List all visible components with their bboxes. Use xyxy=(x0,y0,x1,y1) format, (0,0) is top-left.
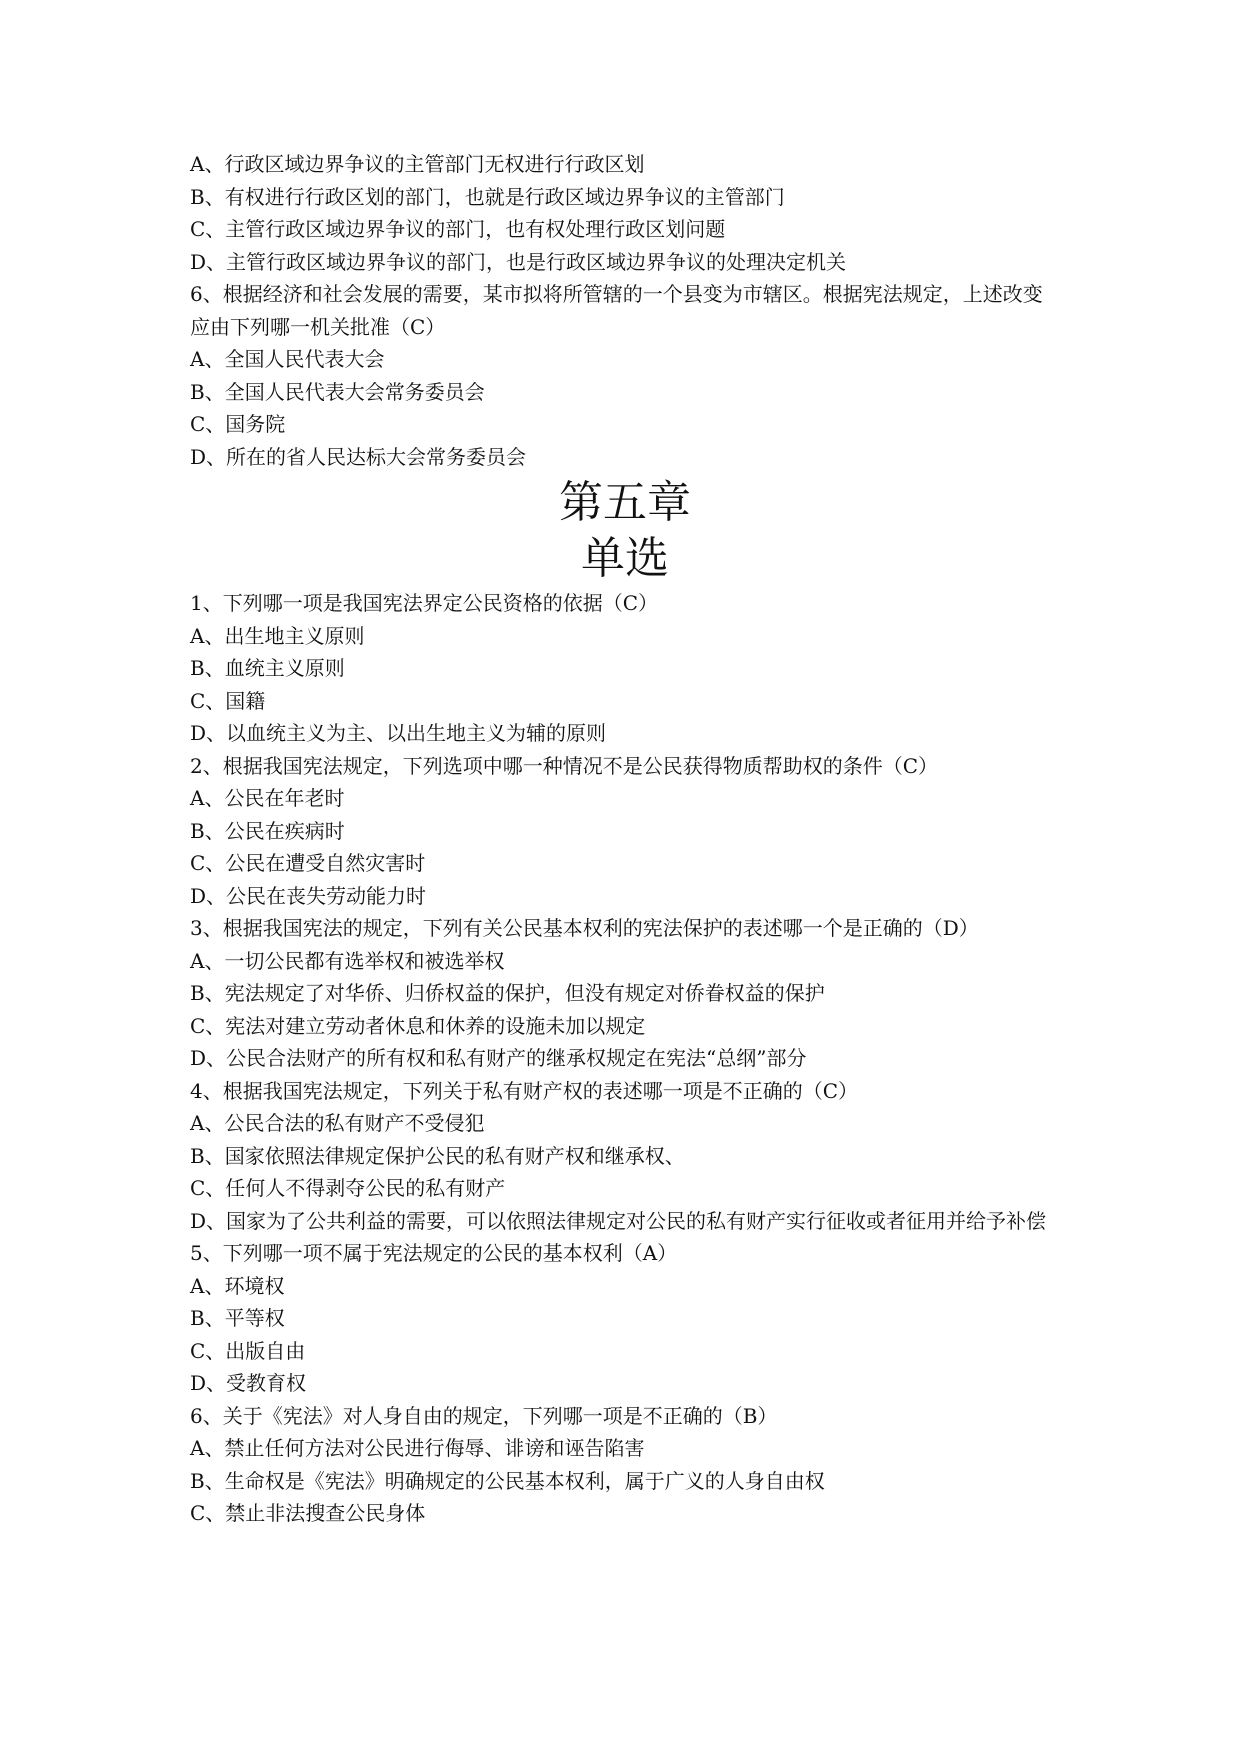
question-stem: 6、关于《宪法》对人身自由的规定，下列哪一项是不正确的（B） xyxy=(190,1403,778,1428)
option-line: C、主管行政区域边界争议的部门，也有权处理行政区划问题 xyxy=(190,217,726,241)
option-line: B、生命权是《宪法》明确规定的公民基本权利，属于广义的人身自由权 xyxy=(190,1468,825,1493)
option-line: C、任何人不得剥夺公民的私有财产 xyxy=(190,1176,506,1200)
option-line: C、国籍 xyxy=(190,688,266,713)
option-line: A、一切公民都有选举权和被选举权 xyxy=(190,948,505,973)
option-line: D、以血统主义为主、以出生地主义为辅的原则 xyxy=(190,721,607,745)
option-line: B、全国人民代表大会常务委员会 xyxy=(190,379,485,404)
section-title: 单选 xyxy=(581,533,669,584)
option-line: D、国家为了公共利益的需要，可以依照法律规定对公民的私有财产实行征收或者征用并给予补偿 xyxy=(190,1208,1047,1233)
document-page xyxy=(190,148,1060,1530)
option-line: C、公民在遭受自然灾害时 xyxy=(190,851,426,875)
question-stem: 6、根据经济和社会发展的需要，某市拟将所管辖的一个县变为市辖区。根据宪法规定，上述改变应由下列哪一机关批准（C） xyxy=(190,282,1043,339)
option-line: D、所在的省人民达标大会常务委员会 xyxy=(190,444,527,469)
chapter-title: 第五章 xyxy=(559,477,691,528)
option-line: A、禁止任何方法对公民进行侮辱、诽谤和诬告陷害 xyxy=(190,1436,645,1460)
option-line: D、主管行政区域边界争议的部门，也是行政区域边界争议的处理决定机关 xyxy=(190,249,847,274)
question-stem: 4、根据我国宪法规定，下列关于私有财产权的表述哪一项是不正确的（C） xyxy=(190,1078,859,1103)
option-line: B、公民在疾病时 xyxy=(190,818,345,843)
option-line: C、宪法对建立劳动者休息和休养的设施未加以规定 xyxy=(190,1013,646,1038)
option-line: D、公民在丧失劳动能力时 xyxy=(190,883,427,908)
question-stem: 1、下列哪一项是我国宪法界定公民资格的依据（C） xyxy=(190,591,659,615)
option-line: B、宪法规定了对华侨、归侨权益的保护，但没有规定对侨眷权益的保护 xyxy=(190,981,825,1005)
option-line: A、公民合法的私有财产不受侵犯 xyxy=(190,1111,485,1135)
option-line: B、血统主义原则 xyxy=(190,656,345,680)
option-line: A、环境权 xyxy=(190,1273,285,1298)
option-line: A、行政区域边界争议的主管部门无权进行行政区划 xyxy=(190,152,645,176)
question-stem: 2、根据我国宪法规定，下列选项中哪一种情况不是公民获得物质帮助权的条件（C） xyxy=(190,753,939,778)
option-line: D、受教育权 xyxy=(190,1371,307,1395)
option-line: B、有权进行行政区划的部门，也就是行政区域边界争议的主管部门 xyxy=(190,184,785,209)
option-line: C、国务院 xyxy=(190,412,286,436)
option-line: B、平等权 xyxy=(190,1306,285,1330)
option-line: A、全国人民代表大会 xyxy=(190,347,385,371)
question-stem: 5、下列哪一项不属于宪法规定的公民的基本权利（A） xyxy=(190,1241,678,1265)
option-line: A、公民在年老时 xyxy=(190,786,345,810)
option-line: A、出生地主义原则 xyxy=(190,623,365,648)
option-line: B、国家依照法律规定保护公民的私有财产权和继承权、 xyxy=(190,1143,685,1168)
question-stem: 3、根据我国宪法的规定，下列有关公民基本权利的宪法保护的表述哪一个是正确的（D） xyxy=(190,916,979,940)
option-line: D、公民合法财产的所有权和私有财产的继承权规定在宪法“总纲”部分 xyxy=(190,1046,807,1070)
option-line: C、禁止非法搜查公民身体 xyxy=(190,1501,426,1525)
option-line: C、出版自由 xyxy=(190,1338,306,1363)
